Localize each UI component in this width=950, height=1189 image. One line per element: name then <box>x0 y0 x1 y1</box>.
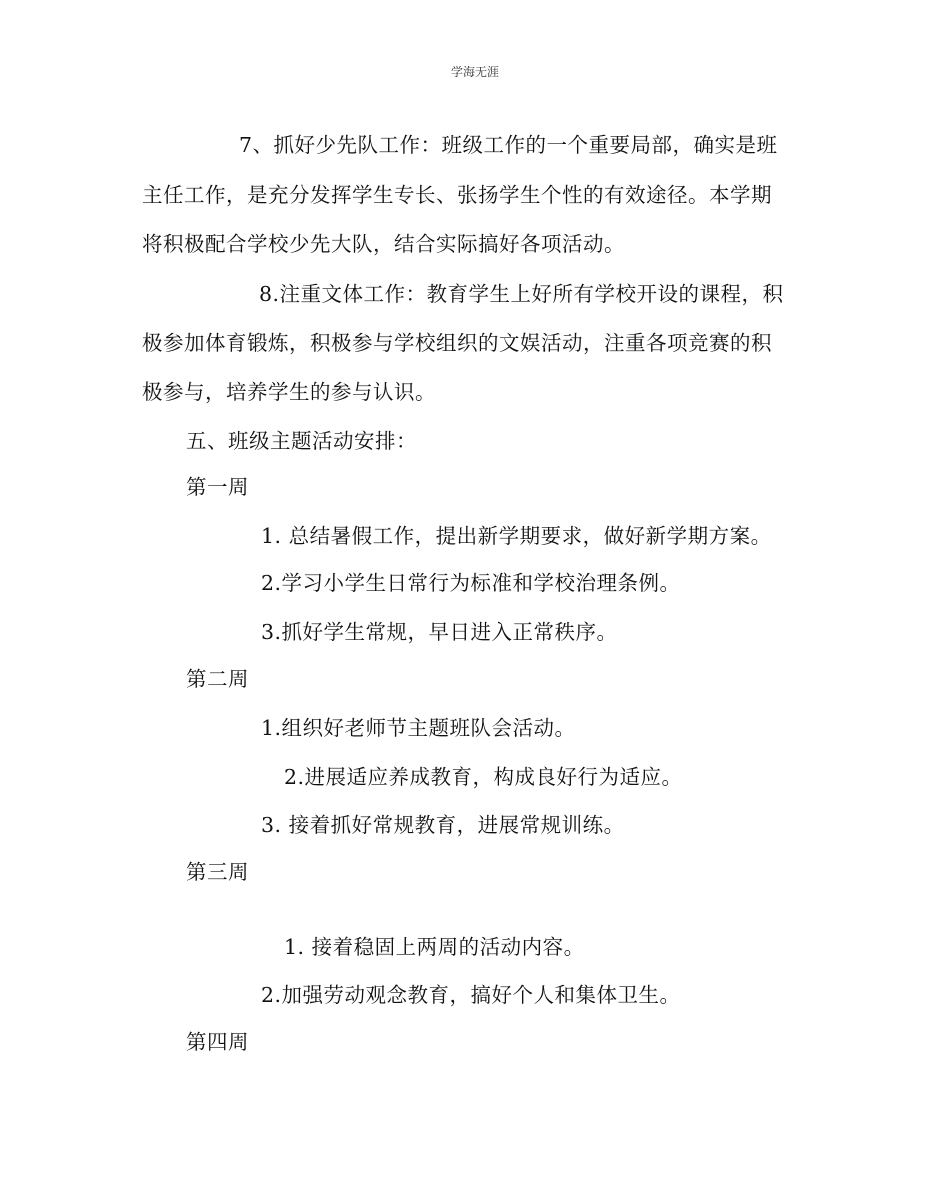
week1-title: 第一周 <box>186 475 249 499</box>
week1-item3: 3.抓好学生常规，早日进入正常秩序。 <box>261 620 618 644</box>
para7-line3: 将积极配合学校少先大队，结合实际搞好各项活动。 <box>142 232 625 256</box>
week3-title: 第三周 <box>186 860 249 884</box>
para8-line1: 8.注重文体工作：教育学生上好所有学校开设的课程，积 <box>259 282 784 306</box>
week3-item1: 1. 接着稳固上两周的活动内容。 <box>284 935 585 959</box>
para8-line3: 极参与，培养学生的参与认识。 <box>142 380 436 404</box>
para7-line2: 主任工作，是充分发挥学生专长、张扬学生个性的有效途径。本学期 <box>142 183 772 207</box>
week1-item2: 2.学习小学生日常行为标准和学校治理条例。 <box>261 571 681 595</box>
week3-item2: 2.加强劳动观念教育，搞好个人和集体卫生。 <box>261 983 681 1007</box>
week2-title: 第二周 <box>186 667 249 691</box>
week2-item3: 3. 接着抓好常规教育，进展常规训练。 <box>261 813 625 837</box>
week2-item2: 2.进展适应养成教育，构成良好行为适应。 <box>284 765 683 789</box>
week1-item1: 1. 总结暑假工作，提出新学期要求，做好新学期方案。 <box>261 524 772 548</box>
para7-line1: 7、抓好少先队工作：班级工作的一个重要局部，确实是班 <box>239 133 778 157</box>
week2-item1: 1.组织好老师节主题班队会活动。 <box>261 716 576 740</box>
page-header: 学海无涯 <box>450 65 499 79</box>
para8-line2: 极参加体育锻炼，积极参与学校组织的文娱活动，注重各项竞赛的积 <box>142 331 772 355</box>
week4-title: 第四周 <box>186 1030 249 1054</box>
section5-heading: 五、班级主题活动安排： <box>186 429 417 453</box>
